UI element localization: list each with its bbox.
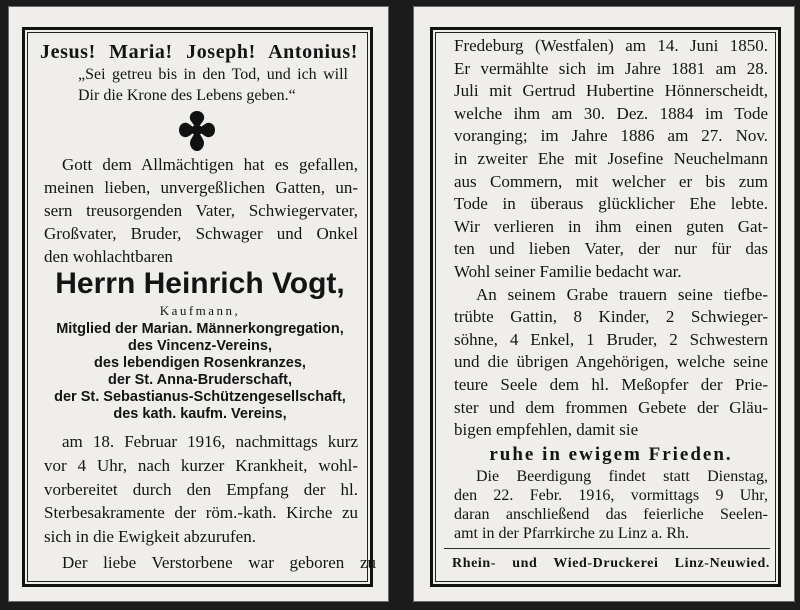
death-notice-line: Sterbesakramente der röm.-kath. Kirche zu: [44, 503, 358, 523]
death-notice-line: am 18. Februar 1916, nachmittags kurz: [62, 432, 358, 451]
biography-text: [454, 35, 768, 442]
funeral-line: Die Beerdigung findet statt Dienstag,: [476, 468, 768, 485]
invocation-heading: Jesus! Maria! Joseph! Antonius!: [40, 41, 358, 63]
mourners-line: söhne, 4 Enkel, 1 Bruder, 2 Schwestern: [454, 329, 768, 349]
biography-line: aus Commern, mit welcher er bis zum: [454, 171, 768, 191]
memberships-list: [36, 321, 364, 423]
membership-line: der St. Sebastianus-Schützengesellschaft,: [54, 389, 346, 405]
biography-line: Fredeburg (Westfalen) am 14. Juni 1850.: [454, 36, 768, 55]
closing-phrase: ruhe in ewigem Frieden.: [489, 444, 733, 465]
funeral-line: daran anschließend das feierliche Seelen-: [454, 506, 768, 523]
biography-line: Wohl seiner Familie bedacht war.: [454, 261, 682, 281]
membership-line: Mitglied der Marian. Männerkongregation,: [56, 321, 344, 337]
biography-line: ten und lieben Vater, der nur für das: [454, 239, 768, 259]
quote-line: Dir die Krone des Lebens geben.“: [78, 87, 296, 104]
biography-line: Tode in überaus glücklicher Ehe lebte.: [454, 194, 768, 214]
announcement-line: Gott dem Allmächtigen hat es gefallen,: [62, 155, 358, 174]
deceased-name: Herrn Heinrich Vogt,: [55, 267, 345, 300]
printer-imprint: Rhein- und Wied-Druckerei Linz-Neuwied.: [452, 556, 770, 571]
funeral-line: amt in der Pfarrkirche zu Linz a. Rh.: [454, 525, 690, 542]
death-notice-line: vor 4 Uhr, nach kurzer Krankheit, wohl-: [44, 455, 358, 475]
mourners-line: An seinem Grabe trauern seine tiefbe-: [476, 284, 768, 304]
mourners-line: bigen empfehlen, damit sie: [454, 420, 639, 440]
membership-line: des kath. kaufm. Vereins,: [113, 406, 287, 422]
membership-line: der St. Anna-Bruderschaft,: [108, 372, 292, 388]
announcement-line: meinen lieben, unvergeßlichen Gatten, un-: [44, 178, 358, 197]
mourners-line: und die übrigen Angehörigen, welche seine: [454, 352, 768, 372]
announcement-line: sern treusorgenden Vater, Schwiegervater,: [44, 201, 358, 220]
membership-line: des lebendigen Rosenkranzes,: [94, 355, 306, 371]
biography-line: Er vermählte sich im Jahre 1881 am 28.: [454, 58, 768, 78]
divider-rule: [444, 548, 770, 549]
biography-line: voranging; im Jahre 1886 am 27. Nov.: [454, 126, 768, 146]
mourners-line: teure Seele dem hl. Meßopfer der Prie-: [454, 374, 768, 394]
quote-line: „Sei getreu bis in den Tod, und ich will: [78, 66, 348, 83]
biography-line: Wir verlieren in ihm einen guten Gat-: [454, 216, 768, 236]
funeral-line: den 22. Febr. 1916, vormittags 9 Uhr,: [454, 487, 768, 504]
biography-line: welche ihm am 30. Dez. 1884 im Tode: [454, 103, 768, 123]
death-notice-paragraph: [44, 430, 358, 549]
funeral-paragraph: [454, 467, 768, 543]
birth-intro-line: Der liebe Verstorbene war geboren zu: [62, 553, 376, 572]
mourners-line: ster und dem frommen Gebete der Gläu-: [454, 397, 768, 417]
biography-line: in zweiter Ehe mit Josefine Neuchelmann: [454, 148, 768, 168]
biography-line: Juli mit Gertrud Hubertine Hönnerscheidt,: [454, 81, 768, 101]
announcement-paragraph: [44, 153, 358, 268]
mourners-line: trübte Gattin, 8 Kinder, 2 Schwieger-: [454, 307, 768, 327]
scripture-quote: [78, 64, 348, 106]
announcement-line: den wohlachtbaren: [44, 247, 173, 266]
death-notice-line: sich in die Ewigkeit abzurufen.: [44, 527, 256, 547]
death-notice-line: vorbereitet durch den Empfang der hl.: [44, 479, 358, 499]
announcement-line: Großvater, Bruder, Schwager und Onkel: [44, 224, 358, 243]
occupation-label: Kaufmann,: [159, 303, 241, 318]
membership-line: des Vincenz-Vereins,: [128, 338, 272, 354]
cross-icon: [178, 110, 216, 152]
